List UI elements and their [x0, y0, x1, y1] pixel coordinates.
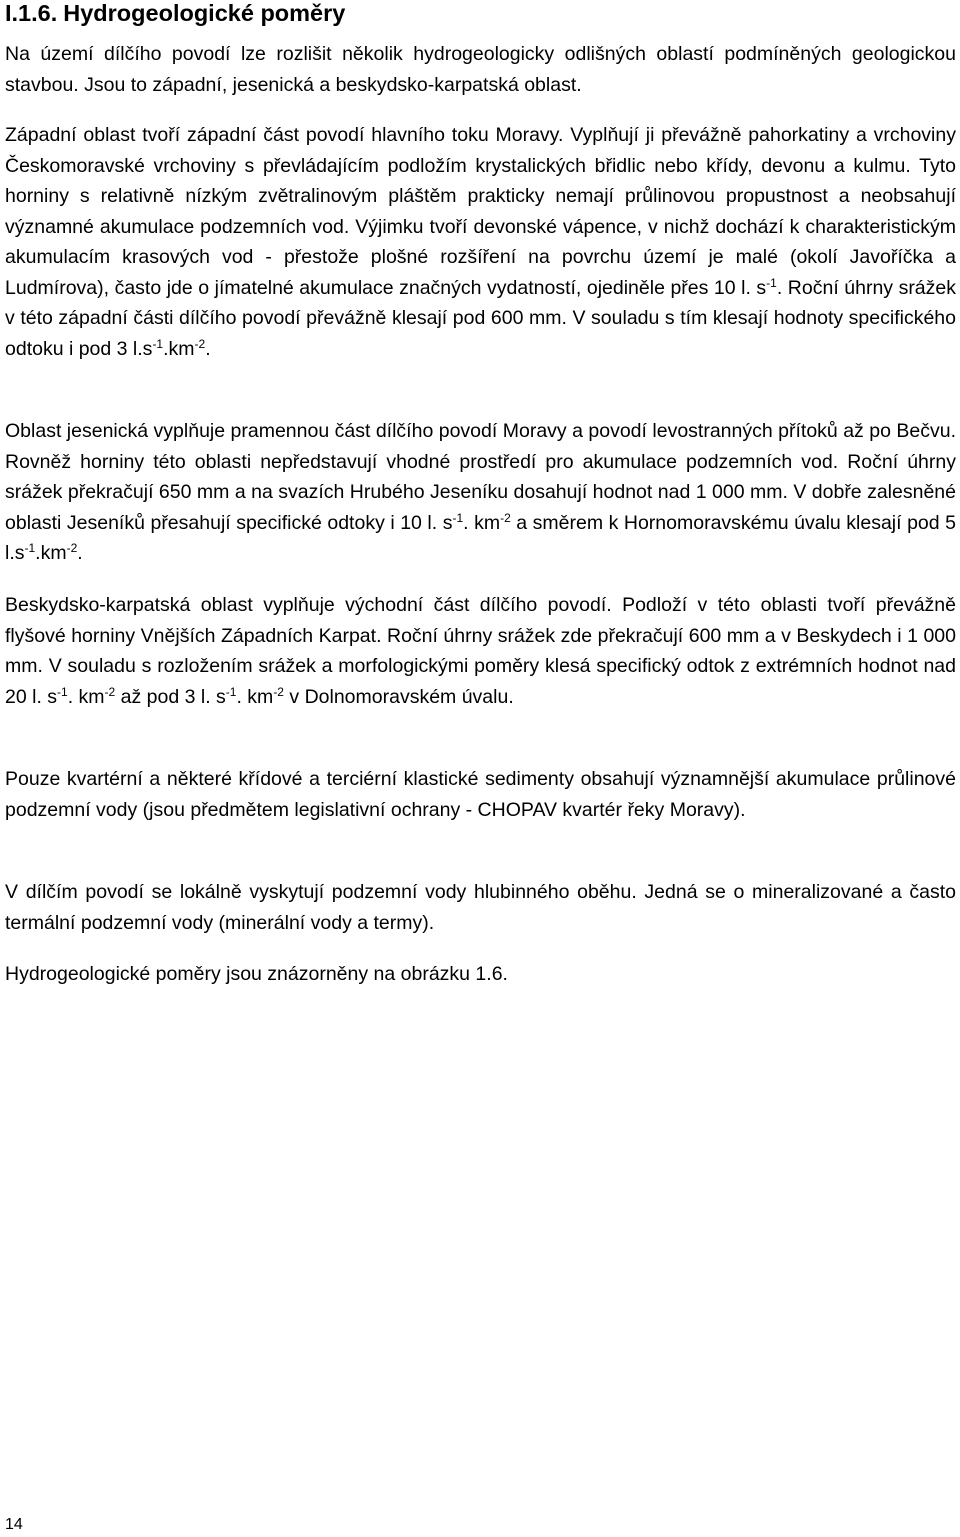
text-run: . km — [236, 685, 274, 708]
text-run: . km — [463, 511, 501, 534]
text-run: Na území dílčího povodí lze rozlišit několik hydrogeologicky odlišných oblastí podmíněných geologickou stavbou. Jsou to západní, jesenická a beskydsko-karpatská oblast. — [5, 43, 956, 96]
text-run: .km — [35, 542, 67, 564]
text-run: až pod 3 l. s — [115, 685, 226, 708]
text-run: Západní oblast tvoří západní část povodí hlavního toku Moravy. Vyplňují ji převážně pahorkatiny a vrchoviny Českomoravské vrchoviny s převládajícím podložím krystalických břidlic nebo křídy, devonu a kulmu. Tyto horniny s relativně nízkým zvětralinovým pláštěm prakticky nemají průlinovou propustnost a neobsahují významné akumulace podzemních vod. Výjimku tvoří devonské vápence, v nichž dochází k charakteristickým akumulacím krasových vod - přestože plošné rozšíření na povrchu území je malé (okolí Javoříčka a Ludmírova), často jde o jímatelné akumulace značných vydatností, ojediněle přes 10 l. s — [5, 124, 956, 299]
text-run: . — [77, 542, 83, 564]
section-heading — [5, 0, 345, 28]
text-run: . km — [67, 685, 105, 708]
page-number: 14 — [5, 1516, 23, 1533]
superscript-exponent: -1 — [24, 541, 36, 555]
superscript-exponent: -1 — [57, 684, 68, 699]
text-run: .km — [163, 337, 195, 360]
text-run: Beskydsko-karpatská oblast vyplňuje východní část dílčího povodí. Podloží v této oblasti tvoří převážně flyšové horniny Vnějších Západních Karpat. Roční úhrny srážek zde překračují 600 mm a v Beskydech i 1 000 mm. V souladu s rozložením srážek a morfologickými poměry klesá specifický odtok z extrémních hodnot nad 20 l. s — [5, 594, 956, 708]
section-title: Hydrogeologické poměry — [63, 0, 346, 26]
superscript-exponent: -2 — [500, 510, 511, 525]
paragraph-jesenik-region — [5, 416, 956, 569]
text-run: a směrem k Hornomoravskému úvalu klesají pod 5 l.s — [5, 511, 956, 564]
paragraph-western-region — [5, 120, 956, 364]
superscript-exponent: -1 — [152, 336, 164, 351]
superscript-exponent: -2 — [66, 541, 78, 555]
superscript-exponent: -2 — [194, 336, 206, 351]
text-run: Pouze kvartérní a některé křídové a terciérní klastické sedimenty obsahují významnější akumulace průlinové podzemní vody (jsou předmětem legislativní ochrany - CHOPAV kvartér řeky Moravy). — [5, 768, 956, 821]
paragraph-beskydy-region — [5, 590, 956, 712]
text-run: V dílčím povodí se lokálně vyskytují podzemní vody hlubinného oběhu. Jedná se o mineralizované a často termální podzemní vody (minerální vody a termy). — [5, 881, 956, 934]
paragraph-intro — [5, 39, 956, 100]
paragraph-figure-reference — [5, 959, 956, 990]
text-run: . Roční úhrny srážek v této západní části dílčího povodí převážně klesají pod 600 mm. V souladu s tím klesají hodnoty specifického odtoku i pod 3 l.s — [5, 276, 957, 360]
paragraph-mineral-waters — [5, 877, 956, 938]
superscript-exponent: -2 — [273, 684, 284, 699]
text-run: Oblast jesenická vyplňuje pramennou část dílčího povodí Moravy a povodí levostranných přítoků až po Bečvu. Rovněž horniny této oblasti nepředstavují vhodné prostředí pro akumulace podzemních vod. Roční úhrny srážek překračují 650 mm a na svazích Hrubého Jeseníku dosahují hodnot nad 1 000 mm. V dobře zalesněné oblasti Jeseníků přesahují specifické odtoky i 10 l. s — [5, 420, 956, 534]
paragraph-quaternary-sediments — [5, 764, 956, 825]
superscript-exponent: -2 — [104, 684, 116, 699]
superscript-exponent: -1 — [452, 510, 464, 525]
superscript-exponent: -1 — [225, 684, 237, 699]
text-run: Hydrogeologické poměry jsou znázorněny na obrázku 1.6. — [5, 963, 508, 985]
text-run: v Dolnomoravském úvalu. — [283, 685, 514, 708]
superscript-exponent: -1 — [766, 275, 777, 290]
section-number: I.1.6. — [5, 0, 58, 26]
text-run: . — [205, 337, 211, 360]
